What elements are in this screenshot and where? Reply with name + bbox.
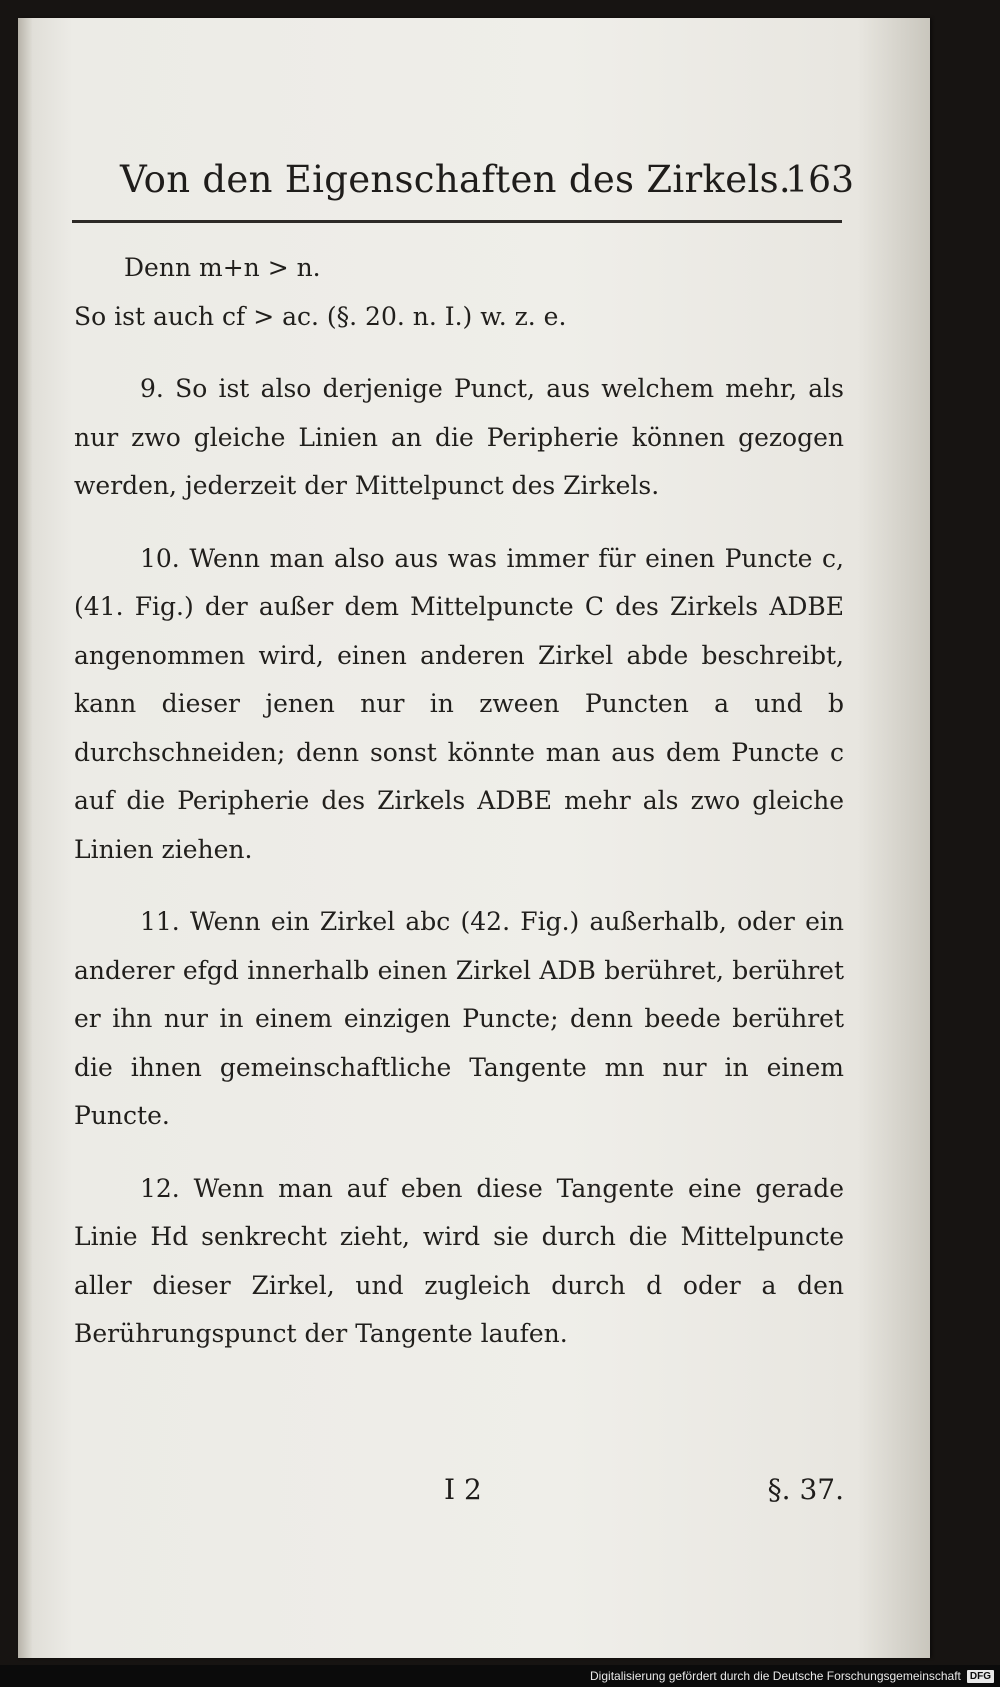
- dfg-logo: DFG: [967, 1670, 994, 1683]
- paragraph-12: 12. Wenn man auf eben diese Tangente eine gerade Linie Hd senkrecht zieht, wird sie durch die Mittelpuncte aller dieser Zirkel, und zugleich durch d oder a den Berührungspunct der Tangente laufen.: [74, 1173, 844, 1348]
- body-text: [74, 244, 844, 1359]
- page-number: 163: [785, 160, 854, 201]
- running-head: [94, 158, 854, 220]
- page-gutter-edge: [18, 18, 32, 1658]
- signature-mark: I 2: [444, 1473, 482, 1506]
- text-line: So ist auch cf > ac. (§. 20. n. I.) w. z. e.: [74, 301, 567, 331]
- text-line: Denn m+n > n.: [124, 253, 321, 282]
- page-title: Von den Eigenschaften des Zirkels.: [120, 158, 791, 201]
- catchword: §. 37.: [767, 1473, 844, 1506]
- credit-text: Digitalisierung gefördert durch die Deutsche Forschungsgemeinschaft: [590, 1669, 961, 1683]
- digitization-credit: [0, 1665, 1000, 1687]
- paragraph-10: 10. Wenn man also aus was immer für einen Puncte c, (41. Fig.) der außer dem Mittelpuncte C des Zirkels ADBE angenommen wird, einen anderen Zirkel abde beschreibt, kann dieser jenen nur in zween Puncten a und b durchschneiden; denn sonst könnte man aus dem Puncte c auf die Peripherie des Zirkels ADBE mehr als zwo gleiche Linien ziehen.: [74, 543, 844, 864]
- page-footer: [74, 1473, 844, 1523]
- book-page: [18, 18, 930, 1658]
- paragraph-11: 11. Wenn ein Zirkel abc (42. Fig.) außerhalb, oder ein anderer efgd innerhalb einen Zirkel ADB berühret, berühret er ihn nur in einem einzigen Puncte; denn beede berühret die ihnen gemeinschaftliche Tangente mn nur in einem Puncte.: [74, 907, 844, 1130]
- header-rule: [72, 220, 842, 223]
- paragraph-9: 9. So ist also derjenige Punct, aus welchem mehr, als nur zwo gleiche Linien an die Peripherie können gezogen werden, jederzeit der Mittelpunct des Zirkels.: [74, 374, 844, 500]
